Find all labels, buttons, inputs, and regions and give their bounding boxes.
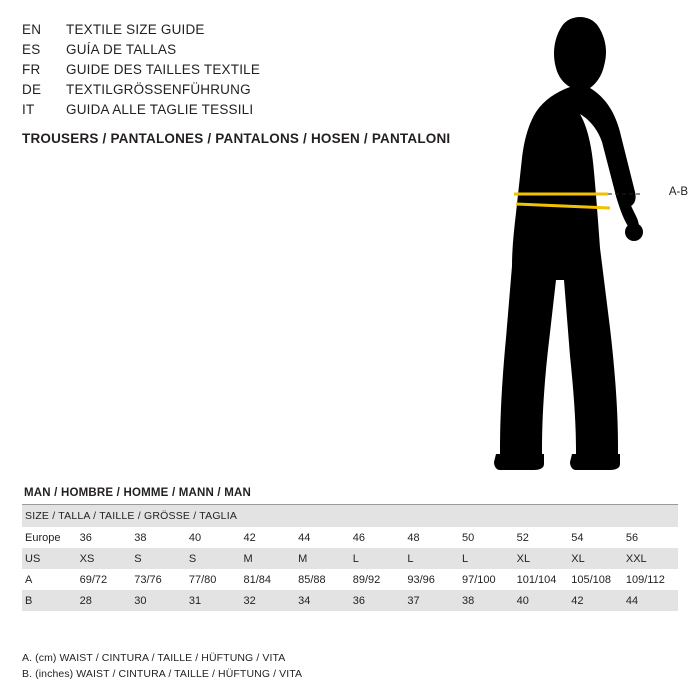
table-cell: 52 [514, 527, 569, 548]
table-row [22, 548, 678, 569]
table-cell: 69/72 [77, 569, 132, 590]
table-cell: L [459, 548, 514, 569]
size-table [22, 505, 678, 611]
language-title: GUIDA ALLE TAGLIE TESSILI [66, 102, 254, 117]
table-header-label: SIZE / TALLA / TAILLE / GRÖSSE / TAGLIA [22, 505, 678, 527]
table-cell: 48 [404, 527, 459, 548]
footnote-a: A. (cm) WAIST / CINTURA / TAILLE / HÜFTUNG / VITA [22, 652, 286, 664]
table-cell: 97/100 [459, 569, 514, 590]
table-cell: 28 [77, 590, 132, 611]
language-row [22, 40, 442, 60]
size-table-section [22, 487, 678, 611]
table-cell: 50 [459, 527, 514, 548]
table-cell: 109/112 [623, 569, 678, 590]
table-cell: 54 [568, 527, 623, 548]
language-code: IT [22, 102, 35, 117]
footnotes [22, 650, 302, 682]
table-cell: L [404, 548, 459, 569]
language-title: TEXTILGRÖSSENFÜHRUNG [66, 82, 251, 97]
table-cell: M [295, 548, 350, 569]
table-group-title: MAN / HOMBRE / HOMME / MANN / MAN [22, 487, 678, 505]
row-label: US [22, 548, 77, 569]
table-cell: 32 [241, 590, 296, 611]
measure-label-ab: A-B [668, 186, 688, 198]
language-title-block [22, 20, 442, 120]
table-cell: 44 [623, 590, 678, 611]
table-cell: 36 [77, 527, 132, 548]
footnote-b: B. (inches) WAIST / CINTURA / TAILLE / HÜFTUNG / VITA [22, 668, 303, 680]
garment-type-line: TROUSERS / PANTALONES / PANTALONS / HOSEN / PANTALONI [22, 131, 451, 146]
table-cell: M [241, 548, 296, 569]
table-cell: 44 [295, 527, 350, 548]
language-code: EN [22, 22, 42, 37]
language-title: TEXTILE SIZE GUIDE [66, 22, 205, 37]
table-cell: 36 [350, 590, 405, 611]
table-row [22, 527, 678, 548]
table-cell: 42 [241, 527, 296, 548]
table-cell: 38 [459, 590, 514, 611]
language-title: GUIDE DES TAILLES TEXTILE [66, 62, 261, 77]
table-cell: L [350, 548, 405, 569]
table-cell: 40 [186, 527, 241, 548]
table-cell: 42 [568, 590, 623, 611]
table-cell: 85/88 [295, 569, 350, 590]
table-cell: S [186, 548, 241, 569]
table-cell: XXL [623, 548, 678, 569]
language-row [22, 20, 442, 40]
table-cell: S [131, 548, 186, 569]
table-row [22, 569, 678, 590]
table-cell: 31 [186, 590, 241, 611]
language-row [22, 80, 442, 100]
table-cell: 81/84 [241, 569, 296, 590]
language-code: FR [22, 62, 41, 77]
table-cell: XL [514, 548, 569, 569]
table-cell: 40 [514, 590, 569, 611]
row-label: B [22, 590, 77, 611]
figure-illustration [430, 8, 690, 478]
table-cell: 38 [131, 527, 186, 548]
table-cell: 46 [350, 527, 405, 548]
male-silhouette-icon [430, 8, 690, 478]
table-row [22, 590, 678, 611]
table-cell: 77/80 [186, 569, 241, 590]
table-cell: 37 [404, 590, 459, 611]
language-row [22, 100, 442, 120]
table-cell: XS [77, 548, 132, 569]
language-row [22, 60, 442, 80]
table-header-row [22, 505, 678, 527]
table-cell: 56 [623, 527, 678, 548]
table-cell: 73/76 [131, 569, 186, 590]
table-cell: 30 [131, 590, 186, 611]
language-code: ES [22, 42, 41, 57]
table-cell: XL [568, 548, 623, 569]
table-cell: 105/108 [568, 569, 623, 590]
table-cell: 34 [295, 590, 350, 611]
row-label: A [22, 569, 77, 590]
language-title: GUÍA DE TALLAS [66, 42, 177, 57]
language-code: DE [22, 82, 42, 97]
table-cell: 89/92 [350, 569, 405, 590]
table-cell: 101/104 [514, 569, 569, 590]
row-label: Europe [22, 527, 77, 548]
table-cell: 93/96 [404, 569, 459, 590]
